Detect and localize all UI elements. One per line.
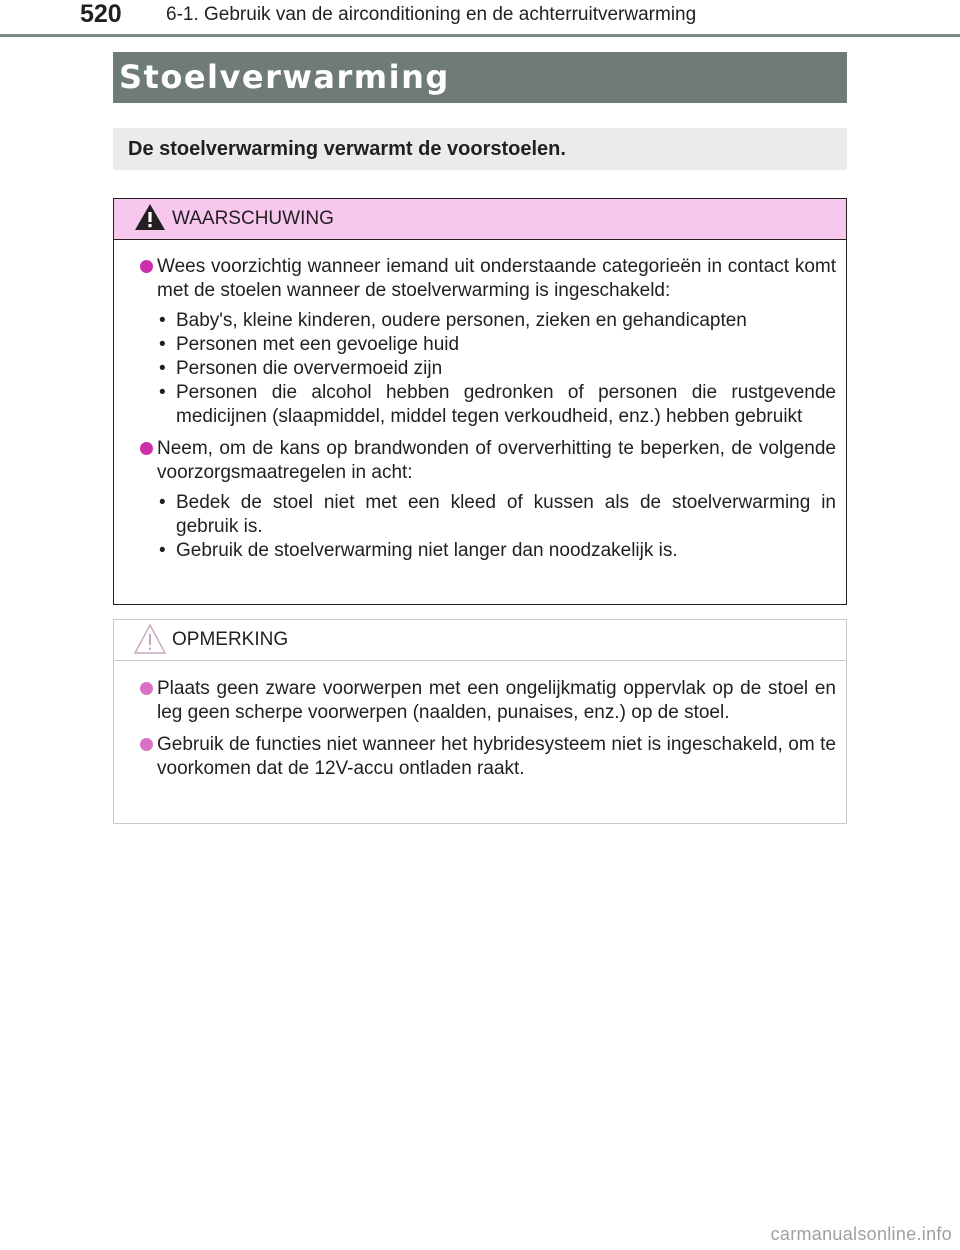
sub-item: • Personen die alcohol hebben gedronken of personen die rustgevende medicijnen (slaapmiddel, middel tegen verkoudheid, enz.) hebben gebruikt (159, 382, 836, 427)
note-box (113, 619, 847, 824)
intro-box (113, 128, 847, 170)
sub-item: • Personen met een gevoelige huid (159, 334, 460, 355)
warning-item-text: Neem, om de kans op brandwonden of oververhitting te beperken, de volgende voorzorgsmaatregelen in acht: (157, 438, 836, 483)
watermark-text: carmanualsonline.info (770, 1224, 952, 1244)
note-item-text: Gebruik de functies niet wanneer het hybridesysteem niet is ingeschakeld, om te voorkomen dat de 12V-accu ontladen raakt. (157, 734, 836, 779)
warning-sublist (157, 491, 836, 563)
note-body (114, 677, 846, 781)
bullet-icon (140, 738, 153, 751)
note-item-text: Plaats geen zware voorwerpen met een ongelijkmatig oppervlak op de stoel en leg geen scherpe voorwerpen (naalden, punaises, enz.) op de stoel. (157, 678, 836, 723)
warning-triangle-icon (134, 202, 166, 232)
warning-item-text: Wees voorzichtig wanneer iemand uit onderstaande categorieën in contact komt met de stoelen wanneer de stoelverwarming is ingeschakeld: (157, 256, 836, 301)
section-title: Stoelverwarming (119, 58, 450, 96)
sub-item: • Baby's, kleine kinderen, oudere personen, zieken en gehandicapten (159, 310, 747, 331)
sub-item: • Gebruik de stoelverwarming niet langer dan noodzakelijk is. (159, 540, 678, 561)
warning-header (114, 199, 846, 240)
header-rule (0, 34, 960, 37)
sub-item: • Bedek de stoel niet met een kleed of kussen als de stoelverwarming in gebruik is. (159, 492, 836, 537)
note-item (114, 733, 846, 781)
warning-sublist (157, 309, 836, 429)
bullet-icon (140, 260, 153, 273)
page-number: 520 (80, 0, 122, 28)
sub-item: • Personen die oververmoeid zijn (159, 358, 443, 379)
caution-outline-triangle-icon (134, 623, 166, 655)
bullet-icon (140, 682, 153, 695)
intro-text: De stoelverwarming verwarmt de voorstoelen. (128, 138, 566, 160)
note-label: OPMERKING (172, 629, 289, 650)
bullet-icon (140, 442, 153, 455)
page-header (0, 0, 960, 36)
warning-body (114, 255, 846, 563)
warning-item (114, 437, 846, 563)
note-header (114, 620, 846, 661)
warning-box (113, 198, 847, 605)
warning-label: WAARSCHUWING (172, 208, 334, 229)
chapter-title: 6-1. Gebruik van de airconditioning en de achterruitverwarming (166, 4, 697, 25)
note-item (114, 677, 846, 725)
warning-item (114, 255, 846, 429)
